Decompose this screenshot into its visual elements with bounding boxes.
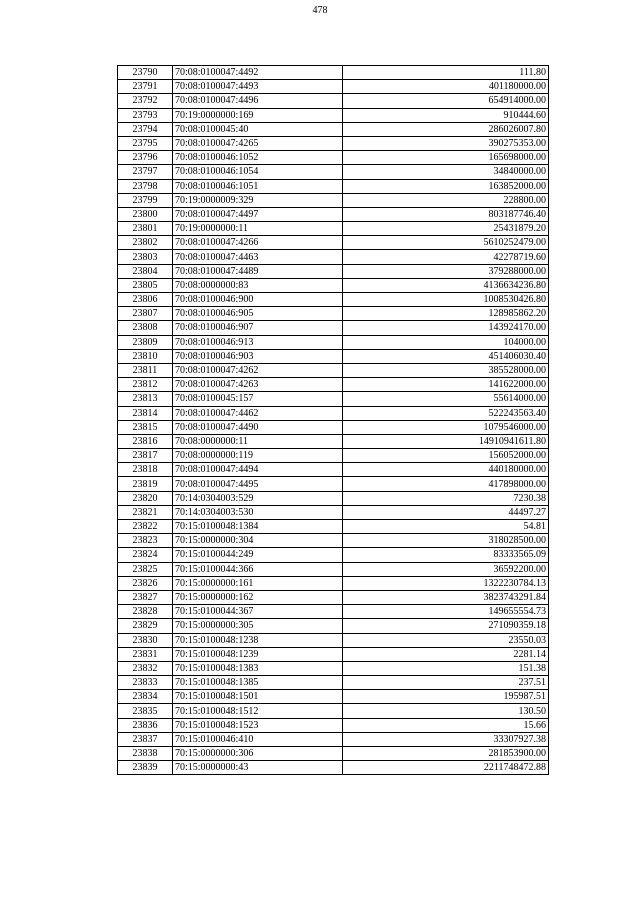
cadastral-value-cell: 237.51 xyxy=(343,676,549,690)
cadastral-number-cell: 70:08:0100047:4262 xyxy=(173,363,343,377)
cadastral-number-cell: 70:15:0100048:1523 xyxy=(173,718,343,732)
row-number-cell: 23831 xyxy=(118,647,173,661)
row-number-cell: 23809 xyxy=(118,335,173,349)
row-number-cell: 23797 xyxy=(118,165,173,179)
cadastral-value-cell: 83333565.09 xyxy=(343,548,549,562)
cadastral-value-cell: 151.38 xyxy=(343,661,549,675)
row-number-cell: 23802 xyxy=(118,236,173,250)
cadastral-number-cell: 70:15:0100048:1501 xyxy=(173,690,343,704)
cadastral-value-cell: 1322230784.13 xyxy=(343,576,549,590)
row-number-cell: 23815 xyxy=(118,420,173,434)
table-row xyxy=(118,307,549,321)
table-row xyxy=(118,477,549,491)
table-row xyxy=(118,222,549,236)
row-number-cell: 23803 xyxy=(118,250,173,264)
cadastral-number-cell: 70:08:0100047:4263 xyxy=(173,378,343,392)
table-row xyxy=(118,534,549,548)
table-body xyxy=(118,66,549,775)
cadastral-value-cell: 654914000.00 xyxy=(343,94,549,108)
row-number-cell: 23804 xyxy=(118,264,173,278)
table-row xyxy=(118,761,549,775)
cadastral-value-cell: 379288000.00 xyxy=(343,264,549,278)
table-row xyxy=(118,704,549,718)
table-row xyxy=(118,449,549,463)
row-number-cell: 23810 xyxy=(118,349,173,363)
row-number-cell: 23796 xyxy=(118,151,173,165)
row-number-cell: 23818 xyxy=(118,463,173,477)
cadastral-number-cell: 70:08:0100046:913 xyxy=(173,335,343,349)
cadastral-value-cell: 25431879.20 xyxy=(343,222,549,236)
table-row xyxy=(118,676,549,690)
table-row xyxy=(118,250,549,264)
cadastral-number-cell: 70:15:0100048:1512 xyxy=(173,704,343,718)
cadastral-value-cell: 34840000.00 xyxy=(343,165,549,179)
cadastral-value-cell: 385528000.00 xyxy=(343,363,549,377)
cadastral-number-cell: 70:08:0100047:4497 xyxy=(173,207,343,221)
cadastral-value-cell: 104000.00 xyxy=(343,335,549,349)
cadastral-number-cell: 70:19:0000000:11 xyxy=(173,222,343,236)
cadastral-value-cell: 7230.38 xyxy=(343,491,549,505)
table-row xyxy=(118,321,549,335)
row-number-cell: 23826 xyxy=(118,576,173,590)
cadastral-number-cell: 70:08:0100046:907 xyxy=(173,321,343,335)
table-row xyxy=(118,151,549,165)
row-number-cell: 23792 xyxy=(118,94,173,108)
table-row xyxy=(118,179,549,193)
cadastral-value-cell: 318028500.00 xyxy=(343,534,549,548)
row-number-cell: 23793 xyxy=(118,108,173,122)
cadastral-value-cell: 1079546000.00 xyxy=(343,420,549,434)
cadastral-number-cell: 70:15:0100048:1239 xyxy=(173,647,343,661)
row-number-cell: 23807 xyxy=(118,307,173,321)
row-number-cell: 23798 xyxy=(118,179,173,193)
cadastral-value-cell: 36592200.00 xyxy=(343,562,549,576)
row-number-cell: 23827 xyxy=(118,590,173,604)
table-row xyxy=(118,661,549,675)
cadastral-number-cell: 70:08:0100047:4463 xyxy=(173,250,343,264)
row-number-cell: 23834 xyxy=(118,690,173,704)
cadastral-value-cell: 522243563.40 xyxy=(343,406,549,420)
row-number-cell: 23838 xyxy=(118,747,173,761)
cadastral-number-cell: 70:08:0100047:4265 xyxy=(173,136,343,150)
cadastral-number-cell: 70:08:0100045:157 xyxy=(173,392,343,406)
cadastral-value-cell: 15.66 xyxy=(343,718,549,732)
cadastral-value-cell: 149655554.73 xyxy=(343,605,549,619)
cadastral-value-cell: 281853900.00 xyxy=(343,747,549,761)
cadastral-value-cell: 141622000.00 xyxy=(343,378,549,392)
cadastral-value-cell: 401180000.00 xyxy=(343,80,549,94)
table-row xyxy=(118,576,549,590)
table-row xyxy=(118,80,549,94)
table-row xyxy=(118,562,549,576)
cadastral-number-cell: 70:19:0000000:169 xyxy=(173,108,343,122)
row-number-cell: 23836 xyxy=(118,718,173,732)
table-row xyxy=(118,434,549,448)
cadastral-number-cell: 70:08:0100046:1054 xyxy=(173,165,343,179)
table-row xyxy=(118,108,549,122)
cadastral-number-cell: 70:15:0000000:306 xyxy=(173,747,343,761)
table-row xyxy=(118,378,549,392)
table-row xyxy=(118,406,549,420)
cadastral-value-cell: 2281.14 xyxy=(343,647,549,661)
cadastral-value-cell: 33307927.38 xyxy=(343,732,549,746)
cadastral-value-cell: 1008530426.80 xyxy=(343,293,549,307)
table-row xyxy=(118,136,549,150)
row-number-cell: 23825 xyxy=(118,562,173,576)
table-row xyxy=(118,363,549,377)
cadastral-value-cell: 55614000.00 xyxy=(343,392,549,406)
cadastral-value-cell: 803187746.40 xyxy=(343,207,549,221)
table-row xyxy=(118,264,549,278)
cadastral-value-cell: 417898000.00 xyxy=(343,477,549,491)
cadastral-number-cell: 70:08:0100047:4266 xyxy=(173,236,343,250)
cadastral-value-cell: 111.80 xyxy=(343,66,549,80)
table-row xyxy=(118,66,549,80)
row-number-cell: 23800 xyxy=(118,207,173,221)
table-row xyxy=(118,619,549,633)
cadastral-number-cell: 70:08:0100047:4494 xyxy=(173,463,343,477)
table-row xyxy=(118,193,549,207)
cadastral-number-cell: 70:08:0100046:905 xyxy=(173,307,343,321)
row-number-cell: 23833 xyxy=(118,676,173,690)
cadastral-number-cell: 70:08:0100046:1052 xyxy=(173,151,343,165)
cadastral-number-cell: 70:08:0100047:4492 xyxy=(173,66,343,80)
table-row xyxy=(118,690,549,704)
cadastral-value-cell: 42278719.60 xyxy=(343,250,549,264)
table-row xyxy=(118,590,549,604)
table-row xyxy=(118,236,549,250)
cadastral-number-cell: 70:08:0100047:4496 xyxy=(173,94,343,108)
table-row xyxy=(118,732,549,746)
cadastral-number-cell: 70:15:0100044:367 xyxy=(173,605,343,619)
page-number: 478 xyxy=(312,5,328,16)
cadastral-number-cell: 70:08:0100047:4462 xyxy=(173,406,343,420)
table-row xyxy=(118,94,549,108)
table-row xyxy=(118,420,549,434)
cadastral-value-cell: 5610252479.00 xyxy=(343,236,549,250)
row-number-cell: 23824 xyxy=(118,548,173,562)
row-number-cell: 23806 xyxy=(118,293,173,307)
row-number-cell: 23823 xyxy=(118,534,173,548)
cadastral-value-cell: 128985862.20 xyxy=(343,307,549,321)
cadastral-number-cell: 70:14:0304003:530 xyxy=(173,505,343,519)
cadastral-number-cell: 70:08:0100046:1051 xyxy=(173,179,343,193)
cadastral-number-cell: 70:14:0304003:529 xyxy=(173,491,343,505)
cadastral-value-cell: 271090359.18 xyxy=(343,619,549,633)
table-row xyxy=(118,165,549,179)
row-number-cell: 23795 xyxy=(118,136,173,150)
cadastral-number-cell: 70:08:0000000:83 xyxy=(173,278,343,292)
cadastral-number-cell: 70:08:0100047:4495 xyxy=(173,477,343,491)
cadastral-number-cell: 70:15:0100048:1238 xyxy=(173,633,343,647)
table-row xyxy=(118,491,549,505)
table-row xyxy=(118,293,549,307)
row-number-cell: 23828 xyxy=(118,605,173,619)
cadastral-number-cell: 70:08:0000000:11 xyxy=(173,434,343,448)
table-row xyxy=(118,278,549,292)
cadastral-number-cell: 70:15:0100046:410 xyxy=(173,732,343,746)
row-number-cell: 23799 xyxy=(118,193,173,207)
cadastral-value-table xyxy=(117,65,549,775)
cadastral-number-cell: 70:15:0100048:1384 xyxy=(173,520,343,534)
cadastral-number-cell: 70:15:0000000:305 xyxy=(173,619,343,633)
cadastral-value-cell: 440180000.00 xyxy=(343,463,549,477)
row-number-cell: 23830 xyxy=(118,633,173,647)
table-row xyxy=(118,207,549,221)
cadastral-value-cell: 3823743291.84 xyxy=(343,590,549,604)
cadastral-value-cell: 2211748472.88 xyxy=(343,761,549,775)
cadastral-number-cell: 70:15:0000000:162 xyxy=(173,590,343,604)
row-number-cell: 23801 xyxy=(118,222,173,236)
table-row xyxy=(118,605,549,619)
table-row xyxy=(118,633,549,647)
cadastral-value-cell: 23550.03 xyxy=(343,633,549,647)
cadastral-number-cell: 70:08:0100046:903 xyxy=(173,349,343,363)
cadastral-number-cell: 70:08:0100046:900 xyxy=(173,293,343,307)
row-number-cell: 23794 xyxy=(118,122,173,136)
table-row xyxy=(118,505,549,519)
table-row xyxy=(118,718,549,732)
table-row xyxy=(118,335,549,349)
row-number-cell: 23817 xyxy=(118,449,173,463)
cadastral-number-cell: 70:15:0100048:1385 xyxy=(173,676,343,690)
cadastral-value-cell: 910444.60 xyxy=(343,108,549,122)
cadastral-value-cell: 390275353.00 xyxy=(343,136,549,150)
row-number-cell: 23829 xyxy=(118,619,173,633)
row-number-cell: 23808 xyxy=(118,321,173,335)
row-number-cell: 23811 xyxy=(118,363,173,377)
table-row xyxy=(118,520,549,534)
row-number-cell: 23805 xyxy=(118,278,173,292)
cadastral-number-cell: 70:08:0100047:4489 xyxy=(173,264,343,278)
row-number-cell: 23822 xyxy=(118,520,173,534)
row-number-cell: 23812 xyxy=(118,378,173,392)
cadastral-number-cell: 70:08:0100047:4493 xyxy=(173,80,343,94)
cadastral-value-cell: 451406030.40 xyxy=(343,349,549,363)
cadastral-number-cell: 70:15:0100044:249 xyxy=(173,548,343,562)
row-number-cell: 23821 xyxy=(118,505,173,519)
row-number-cell: 23819 xyxy=(118,477,173,491)
cadastral-number-cell: 70:15:0000000:43 xyxy=(173,761,343,775)
row-number-cell: 23813 xyxy=(118,392,173,406)
table-row xyxy=(118,463,549,477)
row-number-cell: 23790 xyxy=(118,66,173,80)
cadastral-value-cell: 44497.27 xyxy=(343,505,549,519)
table-row xyxy=(118,349,549,363)
cadastral-number-cell: 70:15:0000000:161 xyxy=(173,576,343,590)
cadastral-value-cell: 14910941611.80 xyxy=(343,434,549,448)
cadastral-value-cell: 228800.00 xyxy=(343,193,549,207)
cadastral-number-cell: 70:15:0000000:304 xyxy=(173,534,343,548)
cadastral-value-cell: 156052000.00 xyxy=(343,449,549,463)
cadastral-value-cell: 4136634236.80 xyxy=(343,278,549,292)
row-number-cell: 23820 xyxy=(118,491,173,505)
cadastral-number-cell: 70:19:0000009:329 xyxy=(173,193,343,207)
row-number-cell: 23839 xyxy=(118,761,173,775)
row-number-cell: 23837 xyxy=(118,732,173,746)
table-row xyxy=(118,122,549,136)
table-row xyxy=(118,747,549,761)
table-row xyxy=(118,548,549,562)
cadastral-number-cell: 70:15:0100048:1383 xyxy=(173,661,343,675)
cadastral-value-cell: 286026007.80 xyxy=(343,122,549,136)
cadastral-value-cell: 54.81 xyxy=(343,520,549,534)
table-row xyxy=(118,647,549,661)
cadastral-value-cell: 195987.51 xyxy=(343,690,549,704)
cadastral-number-cell: 70:15:0100044:366 xyxy=(173,562,343,576)
row-number-cell: 23816 xyxy=(118,434,173,448)
cadastral-value-cell: 143924170.00 xyxy=(343,321,549,335)
cadastral-number-cell: 70:08:0100045:40 xyxy=(173,122,343,136)
row-number-cell: 23835 xyxy=(118,704,173,718)
row-number-cell: 23814 xyxy=(118,406,173,420)
row-number-cell: 23791 xyxy=(118,80,173,94)
cadastral-number-cell: 70:08:0100047:4490 xyxy=(173,420,343,434)
table-row xyxy=(118,392,549,406)
cadastral-value-cell: 163852000.00 xyxy=(343,179,549,193)
cadastral-value-cell: 130.50 xyxy=(343,704,549,718)
cadastral-value-cell: 165698000.00 xyxy=(343,151,549,165)
row-number-cell: 23832 xyxy=(118,661,173,675)
cadastral-number-cell: 70:08:0000000:119 xyxy=(173,449,343,463)
